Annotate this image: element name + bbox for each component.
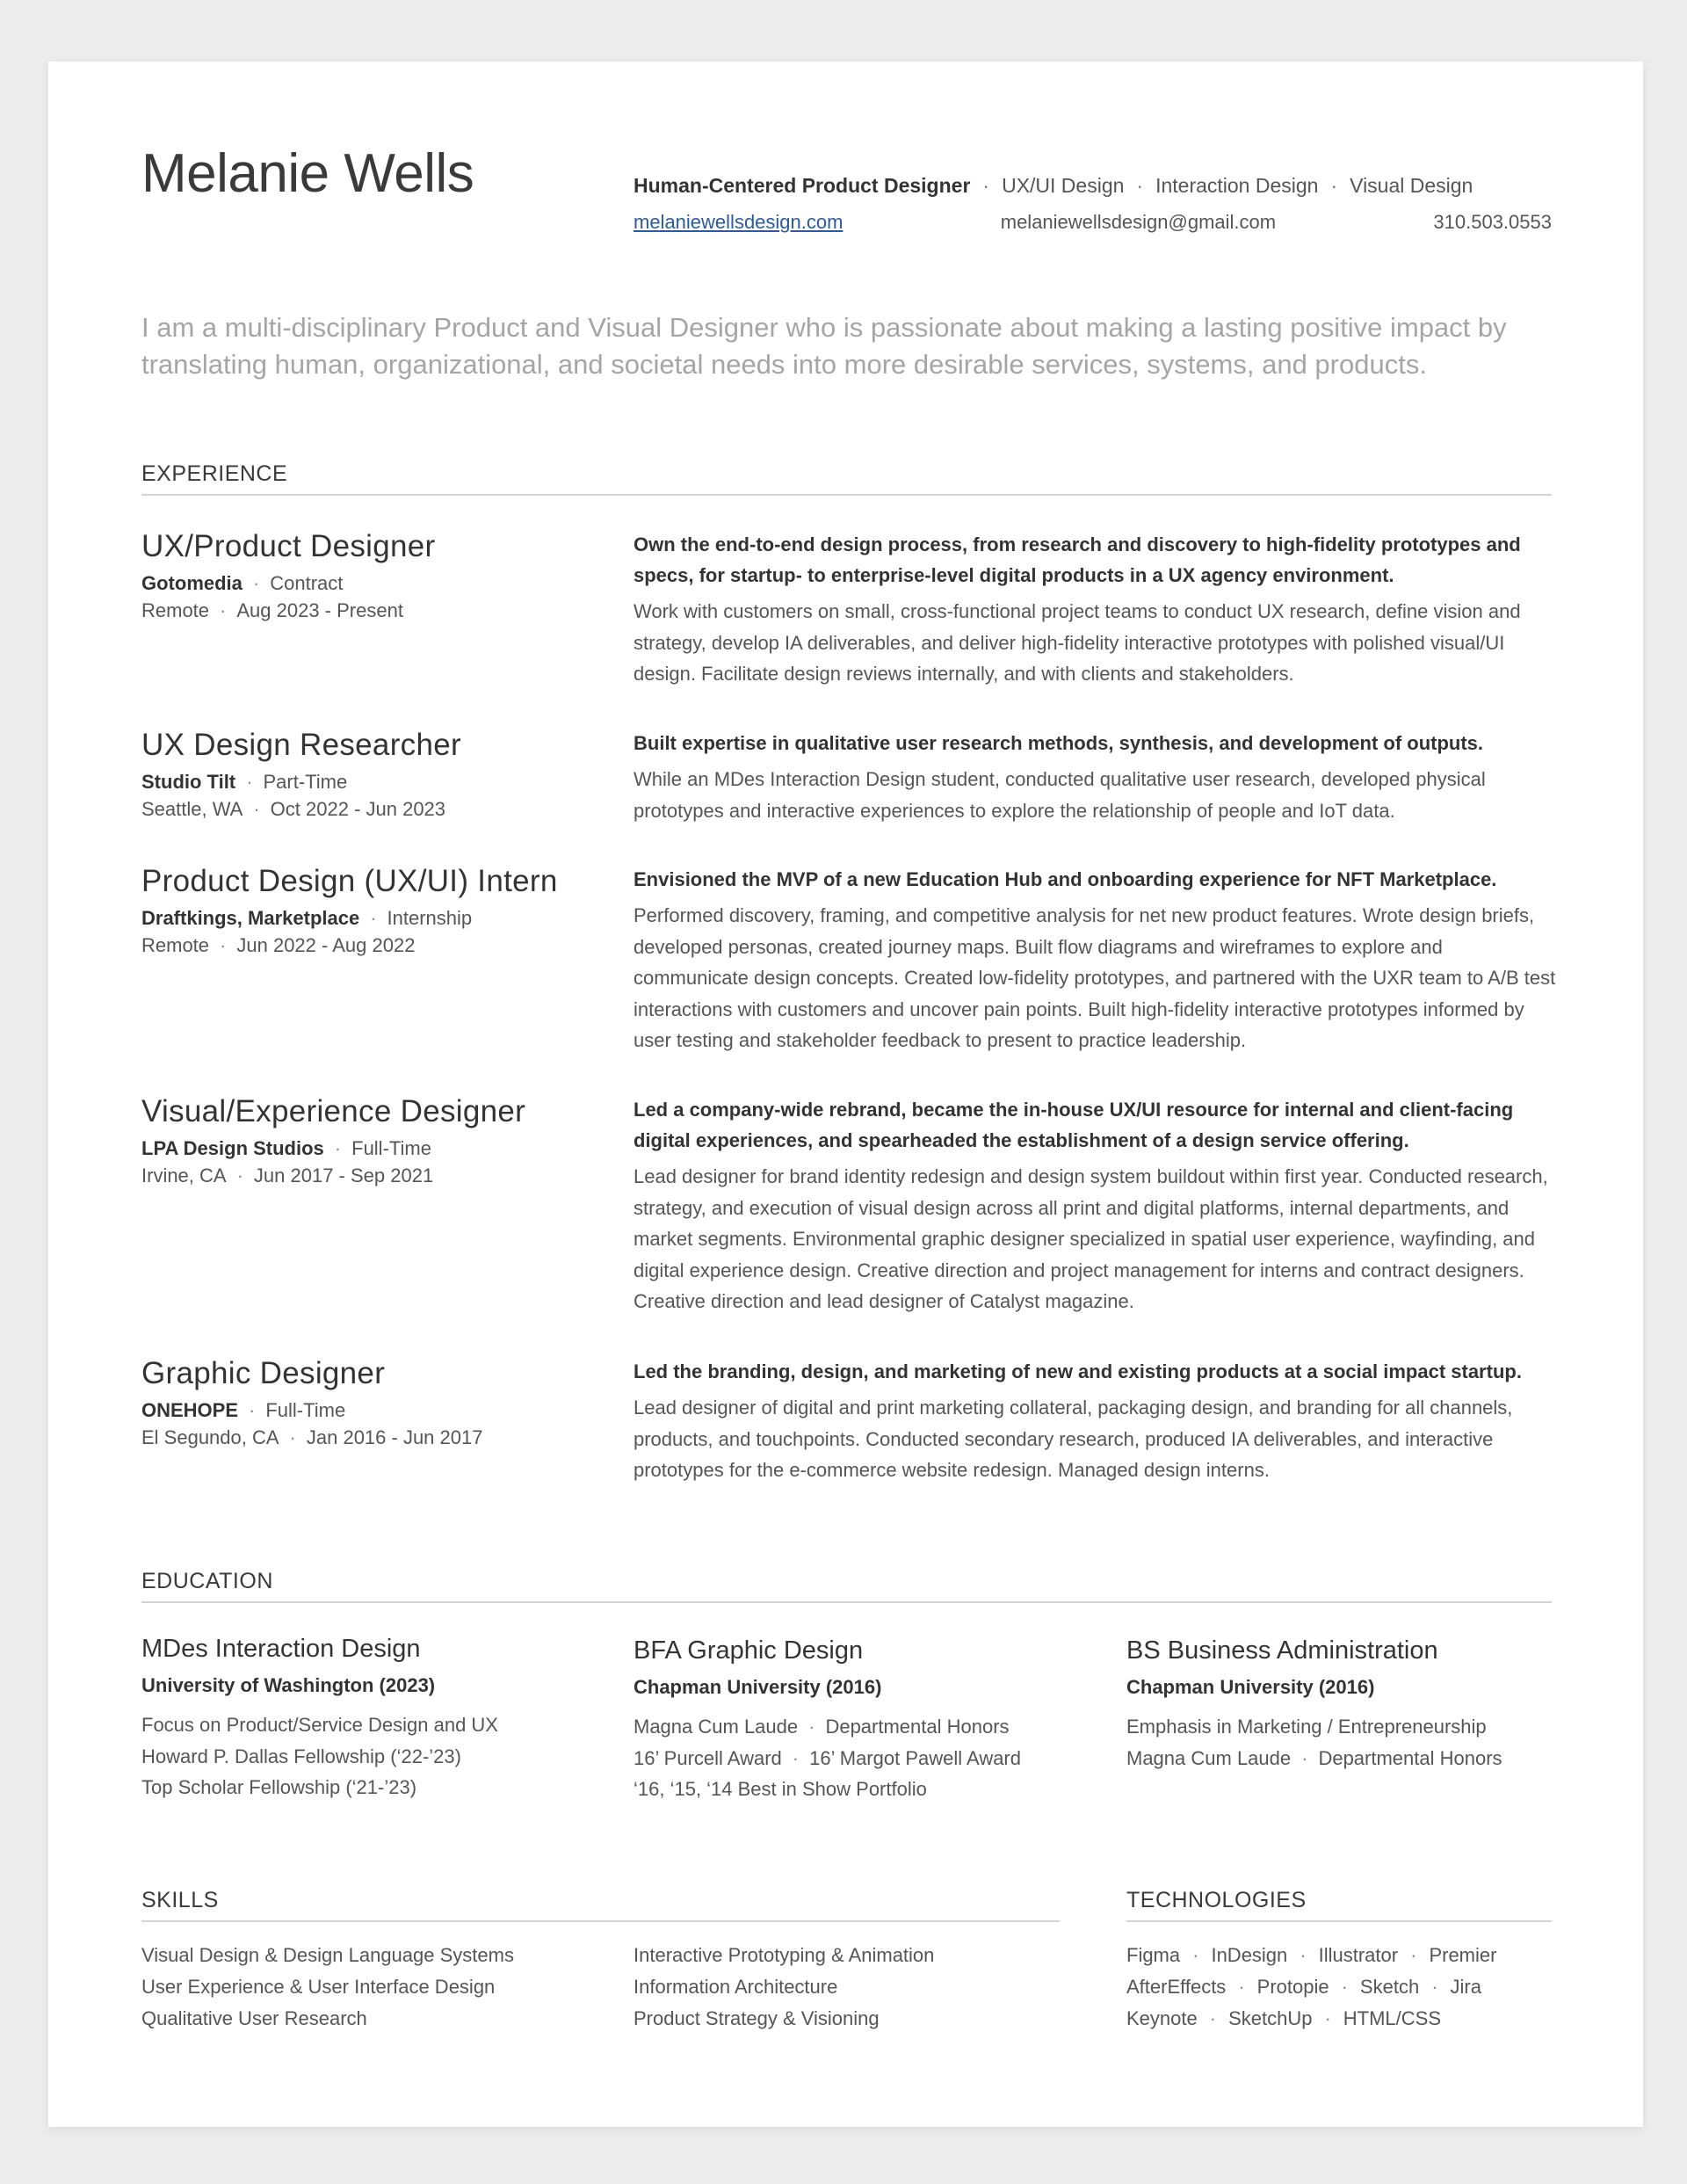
detail-text: Top Scholar Fellowship (‘21-’23) <box>141 1776 417 1798</box>
company-name: Studio Tilt <box>141 771 236 793</box>
technologies-heading: TECHNOLOGIES <box>1126 1888 1552 1922</box>
job-location-line <box>141 795 616 823</box>
technology-item: Keynote <box>1126 2007 1198 2029</box>
separator-dot: · <box>792 1746 800 1769</box>
job-lead: Built expertise in qualitative user research methods, synthesis, and development of outputs. <box>634 732 1484 754</box>
separator-dot: · <box>220 934 227 956</box>
separator-dot: · <box>1431 1976 1438 1998</box>
technology-item: HTML/CSS <box>1343 2007 1442 2029</box>
separator-dot: · <box>1324 2007 1331 2029</box>
job-location: Remote <box>141 599 210 621</box>
skills-column-1 <box>141 1940 514 2035</box>
job-body: Performed discovery, framing, and competitive analysis for net new product features. Wrote design briefs, developed personas, created journey maps. Built flow diagrams and wireframes to explore and communicate design concepts. Created low-fidelity prototypes, and partnered with the UXR team to A/B test interactions with customers and uncover pain points. Built high-fidelity interactive prototypes informed by user testing and stakeholder feedback to present to practice leadership. <box>634 904 1556 1051</box>
education-detail <box>141 1709 581 1741</box>
separator-dot: · <box>1238 1976 1245 1998</box>
skill-item: Product Strategy & Visioning <box>634 2007 880 2029</box>
company-name: Draftkings, Marketplace <box>141 907 360 929</box>
job-title: UX Design Researcher <box>141 728 461 762</box>
detail-text: Magna Cum Laude <box>1126 1746 1292 1769</box>
separator-dot: · <box>370 907 377 929</box>
job-title: Product Design (UX/UI) Intern <box>141 864 558 898</box>
skills-column-2 <box>634 1940 934 2035</box>
degree-title: BS Business Administration <box>1126 1636 1438 1665</box>
education-item <box>634 1636 1073 1805</box>
job-title: Graphic Designer <box>141 1356 386 1390</box>
job-lead: Own the end-to-end design process, from research and discovery to high-fidelity prototypes and specs, for startup- to enterprise-level digital products in a UX agency environment. <box>634 533 1521 586</box>
detail-text: Magna Cum Laude <box>634 1716 799 1738</box>
school-name: Chapman University (2016) <box>634 1676 882 1698</box>
technology-item: Premier <box>1429 1944 1497 1966</box>
education-item <box>141 1635 581 1803</box>
job-company-line <box>141 904 616 932</box>
separator-dot: · <box>252 572 260 594</box>
education-heading: EDUCATION <box>141 1569 1552 1603</box>
job-description <box>634 728 1560 826</box>
job-dates: Jan 2016 - Jun 2017 <box>306 1426 483 1448</box>
technology-item: SketchUp <box>1228 2007 1313 2029</box>
degree-title: MDes Interaction Design <box>141 1635 421 1663</box>
email-text: melaniewellsdesign@gmail.com <box>1000 211 1277 233</box>
job-body: Work with customers on small, cross-functional project teams to conduct UX research, define vision and strategy, develop IA deliverables, and deliver high-fidelity interactive prototypes with polished visual/UI design. Facilitate design reviews internally, and with clients and stakeholders. <box>634 600 1521 685</box>
tagline-skill: UX/UI Design <box>1002 174 1125 197</box>
technology-item: Sketch <box>1359 1976 1420 1998</box>
school-name: Chapman University (2016) <box>1126 1676 1375 1698</box>
school-name: University of Washington (2023) <box>141 1674 436 1696</box>
technologies-list <box>1126 1940 1496 2035</box>
job-dates: Jun 2017 - Sep 2021 <box>253 1165 434 1186</box>
separator-dot: · <box>808 1716 815 1738</box>
detail-text: 16’ Purcell Award <box>634 1746 782 1769</box>
education-detail <box>634 1711 1073 1743</box>
company-name: Gotomedia <box>141 572 243 594</box>
separator-dot: · <box>249 1399 256 1421</box>
job-company-line <box>141 768 616 795</box>
education-detail <box>634 1774 1073 1805</box>
detail-text: Focus on Product/Service Design and UX <box>141 1714 498 1736</box>
job-summary <box>141 728 616 823</box>
separator-dot: · <box>236 1165 243 1186</box>
technology-item: Protopie <box>1256 1976 1329 1998</box>
job-summary <box>141 529 616 624</box>
job-body: Lead designer of digital and print marketing collateral, packaging design, and branding for all channels, products, and touchpoints. Conducted secondary research, produced IA deliverables, and interactive prototypes for the e-commerce website redesign. Managed design interns. <box>634 1397 1513 1481</box>
detail-text: Howard P. Dallas Fellowship (‘22-’23) <box>141 1745 461 1767</box>
detail-text: ‘16, ‘15, ‘14 Best in Show Portfolio <box>634 1778 927 1800</box>
company-name: LPA Design Studios <box>141 1137 324 1159</box>
job-title: Visual/Experience Designer <box>141 1094 526 1128</box>
detail-text: Emphasis in Marketing / Entrepreneurship <box>1126 1716 1487 1738</box>
tagline-skill: Interaction Design <box>1155 174 1319 197</box>
job-location-line <box>141 932 616 959</box>
job-body: Lead designer for brand identity redesign and design system buildout within first year. Conducted research, strategy, and execution of visual design across all print and digital platforms, internal departments, and market segments. Environmental graphic designer specialized in spatial user experience, wayfinding, and digital experience design. Creative direction and project management for interns and contract designers. Creative direction and lead designer of Catalyst magazine. <box>634 1165 1548 1312</box>
skill-item: User Experience & User Interface Design <box>141 1976 496 1998</box>
detail-text: Departmental Honors <box>1318 1746 1502 1769</box>
tagline-skill: Visual Design <box>1350 174 1473 197</box>
job-location: El Segundo, CA <box>141 1426 279 1448</box>
employment-type: Full-Time <box>351 1137 431 1159</box>
job-company-line <box>141 1135 616 1162</box>
job-description <box>634 864 1560 1056</box>
separator-dot: · <box>246 771 253 793</box>
separator-dot: · <box>1300 1944 1307 1966</box>
website-link[interactable]: melaniewellsdesign.com <box>634 211 844 233</box>
skills-heading: SKILLS <box>141 1888 1060 1922</box>
employment-type: Full-Time <box>265 1399 346 1421</box>
separator-dot: · <box>1301 1746 1308 1769</box>
job-title: UX/Product Designer <box>141 529 436 563</box>
job-description <box>634 1094 1560 1317</box>
employment-type: Contract <box>270 572 344 594</box>
technology-item: Illustrator <box>1318 1944 1399 1966</box>
technology-item: InDesign <box>1211 1944 1288 1966</box>
separator-dot: · <box>1192 1944 1199 1966</box>
separator-dot: · <box>334 1137 342 1159</box>
skill-item: Visual Design & Design Language Systems <box>141 1944 514 1966</box>
job-body: While an MDes Interaction Design student, conducted qualitative user research, developed physical prototypes and interactive experiences to explore the relationship of people and IoT data. <box>634 768 1486 822</box>
company-name: ONEHOPE <box>141 1399 239 1421</box>
detail-text: Departmental Honors <box>825 1716 1010 1738</box>
job-company-line <box>141 1397 616 1424</box>
separator-dot: · <box>289 1426 296 1448</box>
job-location-line <box>141 1162 616 1189</box>
education-detail <box>1126 1743 1566 1774</box>
job-description <box>634 1356 1560 1486</box>
skill-item: Information Architecture <box>634 1976 838 1998</box>
skill-item: Qualitative User Research <box>141 2007 367 2029</box>
job-location: Seattle, WA <box>141 798 243 820</box>
job-location: Irvine, CA <box>141 1165 227 1186</box>
employment-type: Part-Time <box>263 771 348 793</box>
resume-page <box>48 62 1643 2127</box>
contact-row <box>634 211 1552 234</box>
technology-item: Figma <box>1126 1944 1181 1966</box>
job-lead: Led a company-wide rebrand, became the in-house UX/UI resource for internal and client-facing digital experiences, and spearheaded the establishment of a design service offering. <box>634 1099 1514 1151</box>
separator-dot: · <box>1209 2007 1217 2029</box>
tagline: Human-Centered Product Designer · UX/UI Design · Interaction Design · Visual Design <box>634 174 1473 197</box>
education-detail <box>634 1743 1073 1774</box>
job-location-line <box>141 1424 616 1451</box>
separator-dot: · <box>1341 1976 1348 1998</box>
technology-item: AfterEffects <box>1126 1976 1227 1998</box>
job-dates: Oct 2022 - Jun 2023 <box>270 798 446 820</box>
education-detail <box>141 1741 581 1773</box>
page-title: Melanie Wells <box>141 143 474 204</box>
job-summary <box>141 864 616 959</box>
job-summary <box>141 1356 616 1451</box>
degree-title: BFA Graphic Design <box>634 1636 864 1665</box>
employment-type: Internship <box>387 907 473 929</box>
separator-dot: · <box>253 798 260 820</box>
education-detail <box>141 1772 581 1803</box>
job-company-line <box>141 570 616 597</box>
education-detail <box>1126 1711 1566 1743</box>
job-location: Remote <box>141 934 210 956</box>
education-item <box>1126 1636 1566 1774</box>
skill-item: Interactive Prototyping & Animation <box>634 1944 935 1966</box>
separator-dot: · <box>1410 1944 1417 1966</box>
job-lead: Envisioned the MVP of a new Education Hub and onboarding experience for NFT Marketplace. <box>634 868 1497 890</box>
technology-item: Jira <box>1450 1976 1481 1998</box>
job-description <box>634 529 1560 690</box>
technology-row <box>1126 1940 1496 1971</box>
job-summary <box>141 1094 616 1189</box>
intro-paragraph: I am a multi-disciplinary Product and Visual Designer who is passionate about making a lasting positive impact by translating human, organizational, and societal needs into more desirable services, systems, and products. <box>141 312 1507 380</box>
tagline-role: Human-Centered Product Designer <box>634 174 971 197</box>
detail-text: 16’ Margot Pawell Award <box>809 1746 1021 1769</box>
job-dates: Jun 2022 - Aug 2022 <box>236 934 416 956</box>
experience-heading: EXPERIENCE <box>141 461 1552 496</box>
job-lead: Led the branding, design, and marketing of new and existing products at a social impact startup. <box>634 1360 1522 1382</box>
job-dates: Aug 2023 - Present <box>236 599 403 621</box>
technology-row <box>1126 2003 1496 2035</box>
separator-dot: · <box>220 599 227 621</box>
job-location-line <box>141 597 616 624</box>
phone-text: 310.503.0553 <box>1433 211 1552 233</box>
technology-row <box>1126 1971 1496 2003</box>
